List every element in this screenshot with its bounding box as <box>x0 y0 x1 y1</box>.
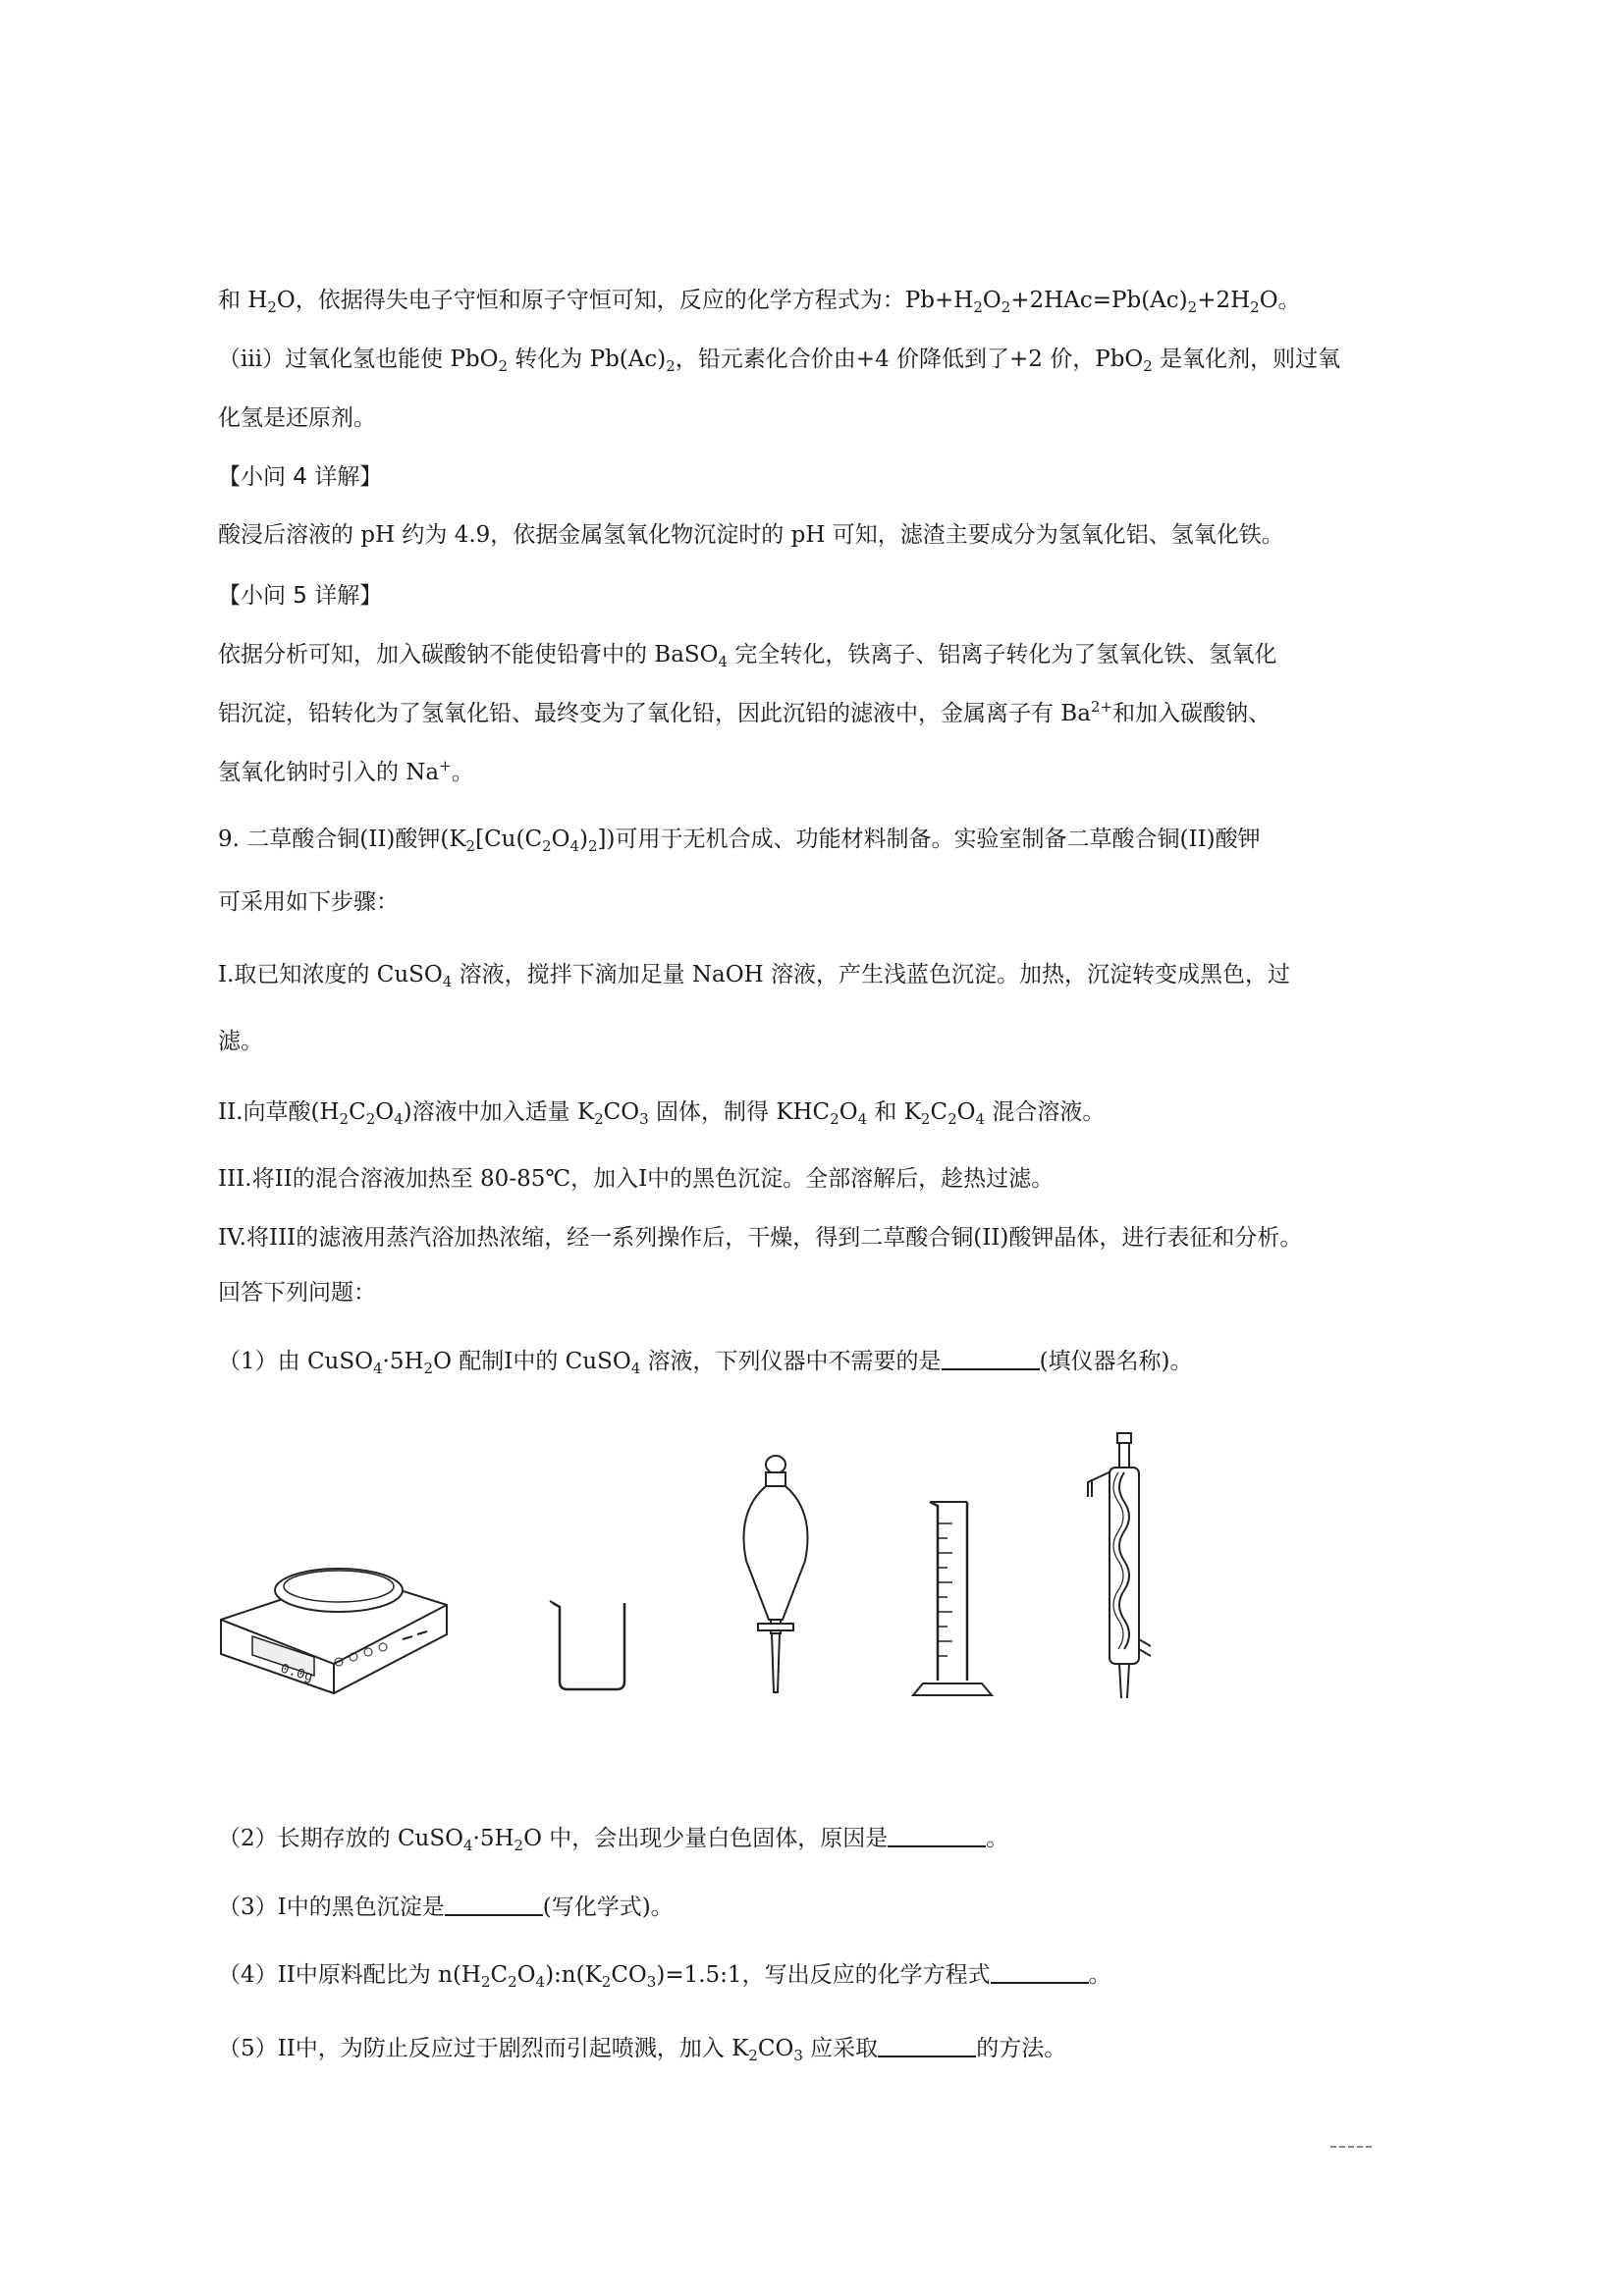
question-1 <box>218 1347 1193 1376</box>
subscript: 2 <box>423 1360 434 1377</box>
subscript: 2 <box>973 298 983 316</box>
subscript: 4 <box>569 837 580 855</box>
separatory-funnel <box>731 1453 820 1696</box>
answer-blank[interactable] <box>878 2036 976 2057</box>
text-run: ·5H <box>382 1349 424 1374</box>
text-line-17 <box>218 1278 376 1308</box>
text-run: O <box>839 1099 858 1125</box>
text-run: 酸浸后溶液的 pH 约为 4.9，依据金属氢氧化物沉淀时的 pH 可知，滤渣主要成分为氢氧化铝、氢氧化铁。 <box>218 522 1284 548</box>
text-run: 是氧化剂，则过氧 <box>1152 347 1341 372</box>
text-run: )溶液中加入适量 <box>403 1099 577 1125</box>
text-run: (写化学式)。 <box>542 1895 674 1920</box>
text-line-3 <box>218 403 376 433</box>
subscript: 2 <box>920 1110 931 1128</box>
text-run: 可采用如下步骤： <box>218 889 399 915</box>
text-run: K <box>903 1099 921 1125</box>
text-run: O <box>516 1962 536 1988</box>
text-run: [Cu(C <box>475 827 543 852</box>
text-run: ) <box>579 827 588 852</box>
subscript: 2 <box>1187 298 1198 316</box>
answer-blank[interactable] <box>888 1826 986 1847</box>
text-run: 【小问 4 详解】 <box>218 464 383 490</box>
step-iii <box>218 1164 1054 1194</box>
condenser <box>1080 1428 1168 1703</box>
text-run: IV.将III的滤液用蒸汽浴加热浓缩，经一系列操作后，干燥，得到二草酸合铜(II)酸钾晶体，进行表征和分析。 <box>218 1225 1303 1251</box>
text-run: 混合溶液。 <box>985 1099 1106 1125</box>
text-run: C <box>930 1099 948 1125</box>
text-line-13 <box>218 1027 263 1056</box>
text-run: O <box>551 827 570 852</box>
text-run: （iii）过氧化氢也能使 PbO <box>218 347 499 372</box>
subscript: 2 <box>588 837 598 855</box>
subscript: 4 <box>857 1110 868 1128</box>
text-run: +2HAc=Pb(Ac) <box>1010 288 1188 313</box>
subscript: 3 <box>639 1110 649 1128</box>
text-run: O <box>523 1826 542 1851</box>
text-run: O。 <box>1259 288 1301 313</box>
subscript: 3 <box>646 1973 657 1991</box>
question-4 <box>218 1960 1111 1990</box>
text-line-9 <box>218 758 474 787</box>
subscript: 2 <box>339 1110 350 1128</box>
text-run: KHC <box>776 1099 831 1125</box>
text-run: 。 <box>451 760 474 785</box>
subscript: 2 <box>601 1973 612 1991</box>
text-run: （4）II中原料配比为 <box>218 1962 439 1988</box>
text-run: （2）长期存放的 <box>218 1826 398 1851</box>
text-run: )可用于无机合成、功能材料制备。实验室制备二草酸合铜(II)酸钾 <box>606 827 1261 852</box>
question-9-intro <box>218 825 1261 854</box>
subscript: 2 <box>1001 298 1011 316</box>
section-heading-4 <box>218 462 382 492</box>
text-line-5 <box>218 520 1284 550</box>
answer-blank[interactable] <box>445 1895 543 1916</box>
text-line-11 <box>218 887 399 917</box>
step-ii <box>218 1097 1105 1127</box>
text-run: 配制I中的 <box>451 1349 566 1374</box>
subscript: 2 <box>267 298 277 316</box>
text-run: 和 H <box>218 288 268 313</box>
subscript: 2 <box>947 1110 957 1128</box>
text-run: 滤。 <box>218 1029 263 1054</box>
text-run: ，铅元素化合价由+4 价降低到了+2 价，PbO <box>675 347 1144 372</box>
subscript: 2 <box>514 1837 524 1854</box>
text-run: 。 <box>1088 1962 1111 1988</box>
text-run: 固体，制得 <box>648 1099 777 1125</box>
step-i <box>218 960 1290 989</box>
subscript: 4 <box>630 1360 641 1377</box>
text-line-2 <box>218 345 1340 374</box>
subscript: 2 <box>666 357 676 375</box>
text-run: (填仪器名称)。 <box>1039 1349 1193 1374</box>
text-run: K <box>731 2036 749 2061</box>
text-run: 完全转化，铁离子、铝离子转化为了氢氧化铁、氢氧化 <box>728 642 1277 667</box>
text-run: CuSO <box>397 1826 463 1851</box>
subscript: 2 <box>1250 298 1260 316</box>
text-run: C <box>490 1962 509 1988</box>
subscript: 2 <box>748 2047 758 2064</box>
text-run: O <box>433 1349 452 1374</box>
text-run: 转化为 Pb(Ac) <box>507 347 667 372</box>
text-run: H <box>319 1099 340 1125</box>
text-run: CO <box>611 1962 647 1988</box>
text-run: III.将II的混合溶液加热至 80-85℃，加入I中的黑色沉淀。全部溶解后，趁热过滤。 <box>218 1166 1055 1192</box>
text-run: ，写出反应的化学方程式 <box>741 1962 991 1988</box>
text-run: 9. 二草酸合铜(II)酸钾( <box>218 827 450 852</box>
text-run: O <box>375 1099 395 1125</box>
text-run: ·5H <box>472 1826 514 1851</box>
text-run: 化氢是还原剂。 <box>218 405 376 431</box>
graduated-cylinder <box>908 1494 997 1700</box>
text-run: （1）由 <box>218 1349 307 1374</box>
text-line-7 <box>218 640 1276 669</box>
text-run: 氢氧化钠时引入的 Na <box>218 760 440 785</box>
section-heading-5 <box>218 581 382 611</box>
text-run: 。 <box>986 1826 1009 1851</box>
subscript: 4 <box>394 1110 404 1128</box>
electronic-balance <box>211 1526 461 1698</box>
text-run: II.向草酸( <box>218 1099 320 1125</box>
subscript: 2 <box>508 1973 517 1991</box>
text-run: O <box>982 288 1001 313</box>
step-iv <box>218 1223 1302 1253</box>
subscript: 4 <box>372 1360 383 1377</box>
page-footer-mark <box>1330 2146 1372 2148</box>
subscript: 3 <box>793 2047 803 2064</box>
subscript: 2 <box>1143 357 1153 375</box>
text-run: 和 <box>867 1099 904 1125</box>
superscript: + <box>439 757 452 774</box>
question-3 <box>218 1893 674 1922</box>
subscript: 2 <box>465 837 476 855</box>
answer-blank[interactable] <box>942 1349 1040 1370</box>
text-run: +2H <box>1197 288 1251 313</box>
subscript: 4 <box>462 1837 473 1854</box>
text-run: 溶液，下列仪器中不需要的是 <box>640 1349 942 1374</box>
question-2 <box>218 1824 1008 1853</box>
text-run: I.取已知浓度的 <box>218 962 377 988</box>
text-run: 中，会出现少量白色固体，原因是 <box>541 1826 889 1851</box>
text-run: ] <box>597 827 607 852</box>
text-run: 的方法。 <box>976 2036 1067 2061</box>
text-run: 铝沉淀，铅转化为了氢氧化铅、最终变为了氧化铅，因此沉铅的滤液中，金属离子有 Ba <box>218 701 1091 726</box>
text-run: （5）II中，为防止反应过于剧烈而引起喷溅，加入 <box>218 2036 732 2061</box>
subscript: 2 <box>365 1110 376 1128</box>
text-run: )=1.5:1 <box>656 1962 742 1988</box>
text-run: （3）I中的黑色沉淀是 <box>218 1895 445 1920</box>
subscript: 4 <box>718 653 729 670</box>
text-run: O，依据得失电子守恒和原子守恒可知，反应的化学方程式为：Pb+H <box>276 288 974 313</box>
question-5 <box>218 2034 1066 2063</box>
subscript: 2 <box>542 837 552 855</box>
text-run: 回答下列问题： <box>218 1280 376 1306</box>
text-line-8 <box>218 699 1271 728</box>
subscript: 2 <box>594 1110 604 1128</box>
text-run: 【小问 5 详解】 <box>218 583 383 609</box>
text-line-1 <box>218 286 1301 315</box>
subscript: 4 <box>535 1973 546 1991</box>
superscript: 2+ <box>1090 698 1113 716</box>
text-run: C <box>349 1099 366 1125</box>
answer-blank[interactable] <box>991 1962 1089 1984</box>
text-run: CuSO <box>306 1349 373 1374</box>
text-run: K <box>576 1099 595 1125</box>
text-run: O <box>956 1099 976 1125</box>
balance-display: 0.0g <box>278 1661 315 1686</box>
text-run: CuSO <box>565 1349 631 1374</box>
text-run: 依据分析可知，加入碳酸钠不能使铅膏中的 BaSO <box>218 642 719 667</box>
subscript: 2 <box>480 1973 491 1991</box>
text-run: CuSO <box>376 962 443 988</box>
text-run: ):n(K <box>545 1962 602 1988</box>
subscript: 4 <box>442 973 453 990</box>
subscript: 2 <box>830 1110 839 1128</box>
text-run: CO <box>603 1099 640 1125</box>
beaker <box>548 1595 636 1693</box>
text-run: 溶液，搅拌下滴加足量 NaOH 溶液，产生浅蓝色沉淀。加热，沉淀转变成黑色，过 <box>452 962 1290 988</box>
text-run: K <box>449 827 466 852</box>
text-run: 应采取 <box>802 2036 879 2061</box>
subscript: 2 <box>498 357 508 375</box>
text-run: CO <box>757 2036 794 2061</box>
text-run: 和加入碳酸钠、 <box>1112 701 1272 726</box>
subscript: 4 <box>975 1110 986 1128</box>
text-run: n(H <box>438 1962 481 1988</box>
